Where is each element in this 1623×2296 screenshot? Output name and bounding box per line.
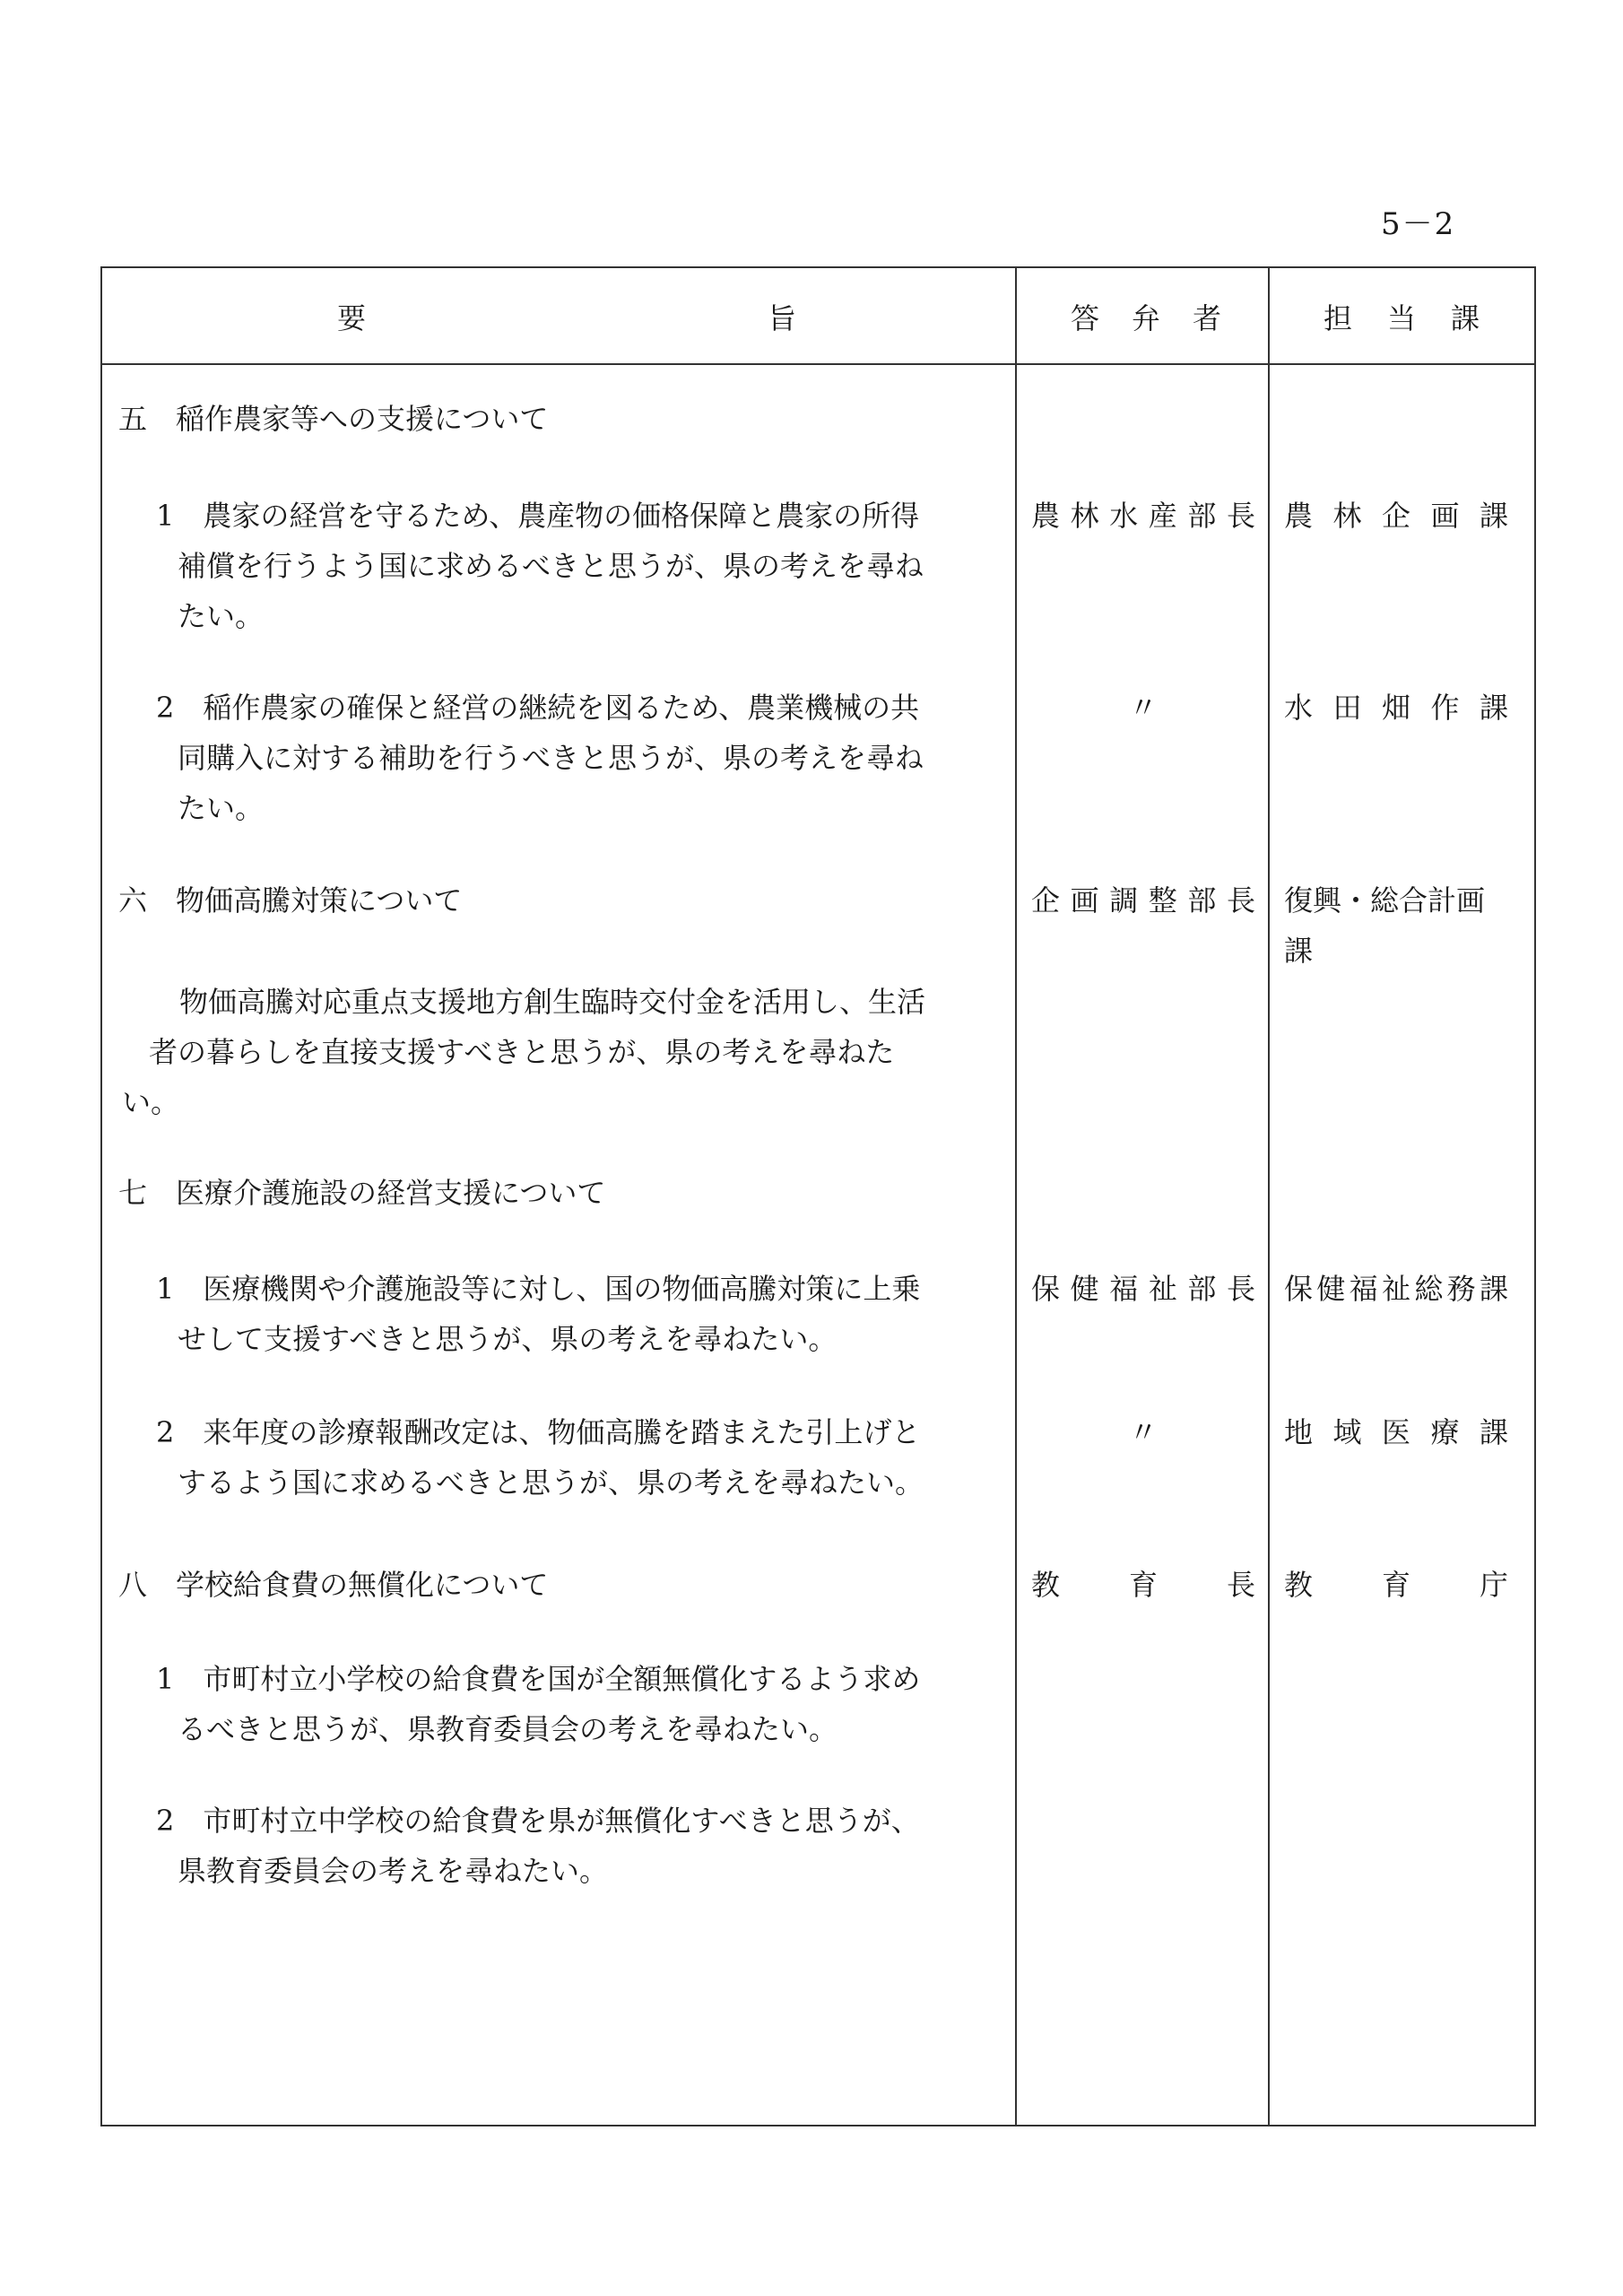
- answerer-cell: 企画調整部長: [1031, 883, 1255, 918]
- section-heading: 五 稲作農家等への支援について: [118, 402, 549, 436]
- header-summary: [337, 268, 796, 365]
- column-divider: [1268, 268, 1270, 2125]
- section-heading: 八 学校給食費の無償化について: [118, 1568, 549, 1602]
- column-divider: [1015, 268, 1017, 2125]
- department-cell: 農林企画課: [1284, 499, 1508, 533]
- header-answerer: 答弁者: [1071, 301, 1221, 335]
- answerer-cell: 教育長: [1031, 1568, 1255, 1602]
- department-cell: 教育庁: [1284, 1568, 1508, 1602]
- answerer-cell: 農林水産部長: [1031, 499, 1255, 533]
- page-number: 5－2: [1381, 206, 1456, 242]
- answerer-cell: 〃: [1128, 1415, 1158, 1449]
- department-cell: 地域医療課: [1284, 1415, 1508, 1449]
- question-item: 物価高騰対応重点支援地方創生臨時交付金を活用し、生活 者の暮らしを直接支援すべきと思うが、県の考えを尋ねた い。: [122, 985, 926, 1119]
- department-cell: 水田畑作課: [1284, 691, 1508, 725]
- department-cell: 保健福祉総務課: [1284, 1272, 1508, 1306]
- answerer-cell: 保健福祉部長: [1031, 1272, 1255, 1306]
- question-item: 2 来年度の診療報酬改定は、物価高騰を踏まえた引上げと するよう国に求めるべきと思うが、県の考えを尋ねたい。: [156, 1415, 924, 1500]
- section-heading: 七 医療介護施設の経営支援について: [118, 1176, 606, 1210]
- question-item: 2 市町村立中学校の給食費を県が無償化すべきと思うが、 県教育委員会の考えを尋ねたい。: [156, 1804, 920, 1888]
- question-item: 2 稲作農家の確保と経営の継続を図るため、農業機械の共 同購入に対する補助を行うべきと思うが、県の考えを尋ね たい。: [156, 691, 924, 825]
- question-item: 1 医療機関や介護施設等に対し、国の物価高騰対策に上乗 せして支援すべきと思うが、県の考えを尋ねたい。: [156, 1272, 921, 1356]
- department-cell: 復興・総合計画 課: [1284, 883, 1486, 968]
- header-summary-char-2: 旨: [767, 301, 796, 335]
- header-divider: [102, 363, 1534, 365]
- answerer-cell: 〃: [1128, 691, 1158, 725]
- section-heading: 六 物価高騰対策について: [118, 883, 463, 918]
- question-item: 1 農家の経営を守るため、農産物の価格保障と農家の所得 補償を行うよう国に求めるべきと思うが、県の考えを尋ね たい。: [156, 499, 924, 633]
- header-department: 担当課: [1324, 301, 1480, 335]
- header-summary-char-1: 要: [337, 301, 367, 335]
- question-table: [100, 266, 1536, 2126]
- question-item: 1 市町村立小学校の給食費を国が全額無償化するよう求め るべきと思うが、県教育委員会の考えを尋ねたい。: [156, 1662, 921, 1746]
